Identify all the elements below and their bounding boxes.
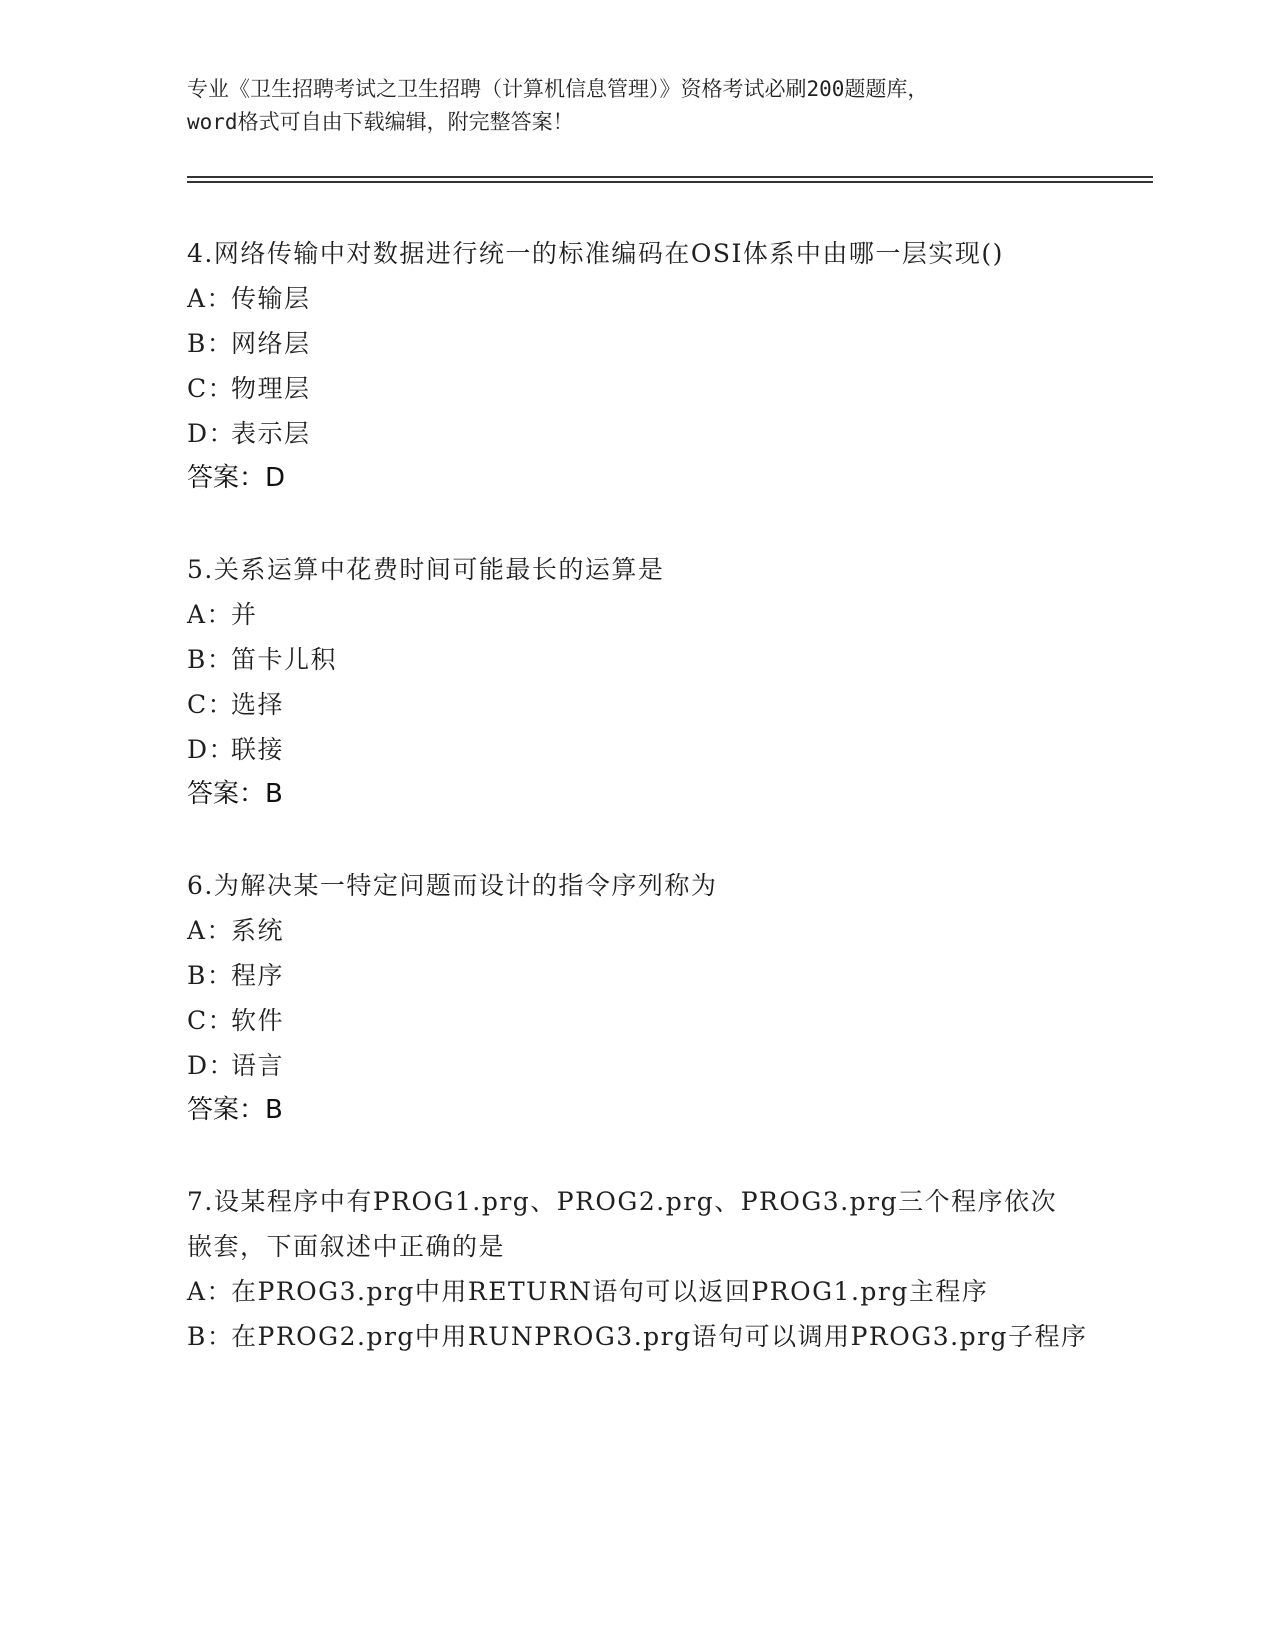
question-item bbox=[187, 231, 1067, 501]
option-text: 选择 bbox=[231, 690, 285, 719]
answer-value: D bbox=[265, 463, 286, 493]
option-a bbox=[187, 908, 1067, 953]
answer-line bbox=[187, 772, 1067, 817]
question-item bbox=[187, 1179, 1088, 1359]
question-item bbox=[187, 547, 1067, 817]
option-text: 在PROG2.prg中用RUNPROG3.prg语句可以调用PROG3.prg子程序 bbox=[231, 1322, 1088, 1351]
answer-line bbox=[187, 1088, 1067, 1133]
header-divider-top bbox=[187, 176, 1153, 178]
option-text: 网络层 bbox=[231, 329, 311, 358]
option-letter: D： bbox=[187, 419, 236, 448]
option-letter: A： bbox=[187, 1277, 234, 1306]
option-letter: B： bbox=[187, 645, 234, 674]
question-text: 7.设某程序中有PROG1.prg、PROG2.prg、PROG3.prg三个程序依次嵌套，下面叙述中正确的是 bbox=[187, 1187, 1058, 1261]
question-list bbox=[187, 231, 1088, 1405]
option-letter: A： bbox=[187, 284, 234, 313]
option-letter: A： bbox=[187, 600, 234, 629]
option-letter: B： bbox=[187, 1322, 234, 1351]
option-c bbox=[187, 682, 1067, 727]
option-c bbox=[187, 998, 1067, 1043]
option-a bbox=[187, 276, 1067, 321]
question-text: 5.关系运算中花费时间可能最长的运算是 bbox=[187, 555, 665, 584]
option-text: 语言 bbox=[231, 1051, 285, 1080]
option-text: 表示层 bbox=[231, 419, 311, 448]
option-text: 并 bbox=[231, 600, 258, 629]
option-letter: A： bbox=[187, 916, 234, 945]
option-d bbox=[187, 727, 1067, 772]
answer-label: 答案： bbox=[187, 779, 266, 809]
question-item bbox=[187, 863, 1067, 1133]
answer-value: B bbox=[265, 779, 283, 809]
option-text: 物理层 bbox=[231, 374, 311, 403]
answer-line bbox=[187, 456, 1067, 501]
document-header bbox=[187, 73, 1087, 139]
option-b bbox=[187, 321, 1067, 366]
question-text: 4.网络传输中对数据进行统一的标准编码在OSI体系中由哪一层实现() bbox=[187, 239, 1004, 268]
option-d bbox=[187, 1043, 1067, 1088]
option-a bbox=[187, 1269, 1067, 1314]
option-a bbox=[187, 592, 1067, 637]
option-b bbox=[187, 1314, 1088, 1359]
option-letter: C： bbox=[187, 690, 235, 719]
option-b bbox=[187, 953, 1067, 998]
header-title-line-2: word格式可自由下载编辑，附完整答案！ bbox=[187, 110, 574, 134]
option-text: 程序 bbox=[231, 961, 285, 990]
option-d bbox=[187, 411, 1067, 456]
option-text: 软件 bbox=[231, 1006, 285, 1035]
option-text: 传输层 bbox=[231, 284, 311, 313]
option-text: 笛卡儿积 bbox=[231, 645, 338, 674]
option-text: 在PROG3.prg中用RETURN语句可以返回PROG1.prg主程序 bbox=[231, 1277, 989, 1306]
answer-label: 答案： bbox=[187, 463, 266, 493]
option-letter: D： bbox=[187, 1051, 236, 1080]
answer-value: B bbox=[265, 1095, 283, 1125]
header-title-line-1: 专业《卫生招聘考试之卫生招聘（计算机信息管理）》资格考试必刷200题题库， bbox=[187, 77, 929, 101]
option-letter: B： bbox=[187, 329, 234, 358]
question-text: 6.为解决某一特定问题而设计的指令序列称为 bbox=[187, 871, 718, 900]
option-letter: C： bbox=[187, 1006, 235, 1035]
option-c bbox=[187, 366, 1067, 411]
option-letter: B： bbox=[187, 961, 234, 990]
option-text: 联接 bbox=[231, 735, 285, 764]
answer-label: 答案： bbox=[187, 1095, 266, 1125]
option-b bbox=[187, 637, 1067, 682]
option-letter: C： bbox=[187, 374, 235, 403]
option-letter: D： bbox=[187, 735, 236, 764]
header-divider-bottom bbox=[187, 181, 1153, 183]
option-text: 系统 bbox=[231, 916, 285, 945]
